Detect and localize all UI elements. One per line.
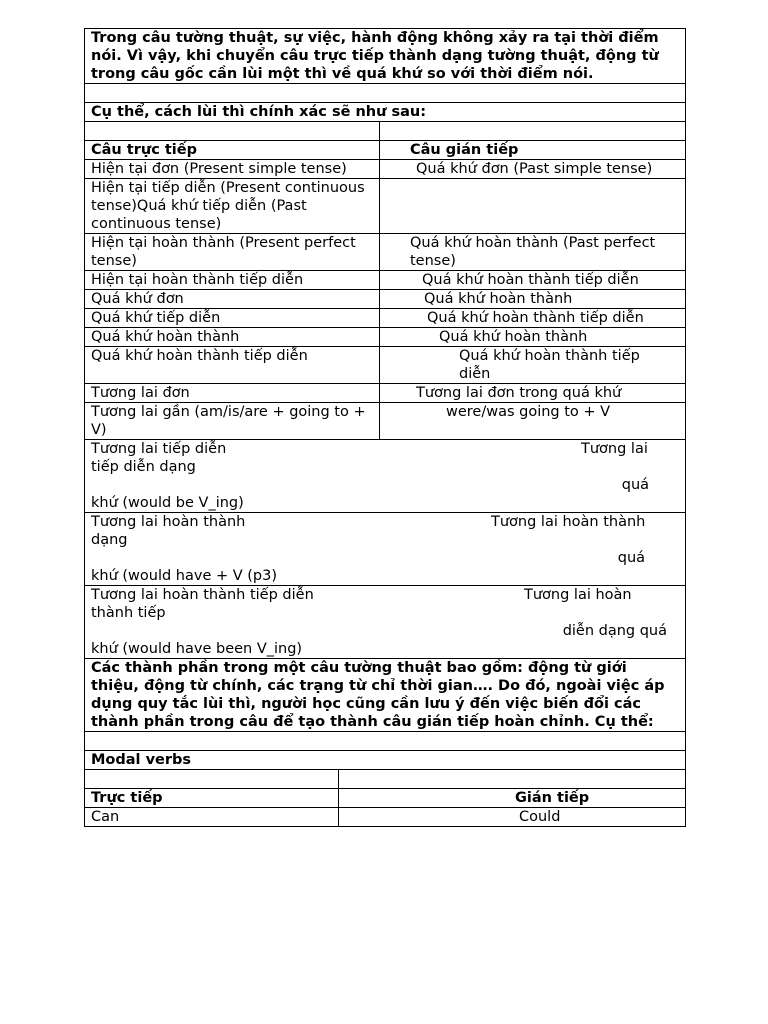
- direct-cell: Tương lai gần (am/is/are + going to + V): [85, 403, 380, 440]
- empty-cell: [85, 122, 380, 141]
- merged-row: [85, 586, 686, 659]
- modal-header-direct: Trực tiếp: [85, 789, 339, 808]
- merged-right: Tương lai hoàn thành: [491, 514, 646, 530]
- empty-cell: [339, 770, 686, 789]
- indirect-cell: Quá khứ hoàn thành: [380, 328, 686, 347]
- direct-cell: Quá khứ tiếp diễn: [85, 309, 380, 328]
- merged-line: tiếp diễn dạng: [91, 459, 196, 475]
- merged-left: Tương lai tiếp diễn: [91, 441, 227, 457]
- modal-header-indirect: Gián tiếp: [339, 789, 686, 808]
- indirect-cell: Quá khứ đơn (Past simple tense): [380, 160, 686, 179]
- merged-line: quá: [621, 477, 650, 493]
- document: [84, 28, 685, 827]
- modal-table: [84, 769, 686, 827]
- cu-the-heading: Cụ thể, cách lùi thì chính xác sẽ như sau:: [85, 103, 686, 122]
- empty-row: [85, 84, 686, 103]
- merged-line: thành tiếp: [91, 605, 166, 621]
- merged-right: Tương lai: [581, 441, 648, 457]
- empty-cell: [380, 122, 686, 141]
- merged-line: khứ (would have been V_ing): [91, 641, 303, 657]
- direct-cell: Hiện tại tiếp diễn (Present continuous tense)Quá khứ tiếp diễn (Past continuous tense): [85, 179, 380, 234]
- indirect-cell: Quá khứ hoàn thành: [380, 290, 686, 309]
- merged-row: [85, 513, 686, 586]
- merged-left: Tương lai hoàn thành tiếp diễn: [91, 587, 314, 603]
- indirect-cell: Quá khứ hoàn thành (Past perfect tense): [380, 234, 686, 271]
- merged-left: Tương lai hoàn thành: [91, 514, 246, 530]
- merged-line: quá: [617, 550, 646, 566]
- direct-cell: Quá khứ hoàn thành tiếp diễn: [85, 347, 380, 384]
- modal-indirect-cell: Could: [339, 808, 686, 827]
- direct-cell: Hiện tại hoàn thành (Present perfect tense): [85, 234, 380, 271]
- merged-line: khứ (would have + V (p3): [91, 568, 278, 584]
- indirect-cell: were/was going to + V: [380, 403, 686, 440]
- indirect-cell: [380, 179, 686, 234]
- direct-cell: Hiện tại đơn (Present simple tense): [85, 160, 380, 179]
- merged-row: [85, 440, 686, 513]
- direct-cell: Quá khứ hoàn thành: [85, 328, 380, 347]
- merged-right: Tương lai hoàn: [524, 587, 632, 603]
- indirect-cell: Quá khứ hoàn thành tiếp diễn: [380, 347, 686, 384]
- empty-row: [85, 732, 686, 751]
- merged-line: diễn dạng quá: [562, 623, 668, 639]
- indirect-cell: Tương lai đơn trong quá khứ: [380, 384, 686, 403]
- merged-line: dạng: [91, 532, 128, 548]
- header-direct: Câu trực tiếp: [85, 141, 380, 160]
- tense-table: [84, 28, 686, 770]
- intro-paragraph: Trong câu tường thuật, sự việc, hành động không xảy ra tại thời điểm nói. Vì vậy, khi chuyển câu trực tiếp thành dạng tường thuật, động từ trong câu gốc cần lùi một thì về quá khứ so với thời điểm nói.: [85, 29, 686, 84]
- indirect-cell: Quá khứ hoàn thành tiếp diễn: [380, 309, 686, 328]
- header-indirect: Câu gián tiếp: [380, 141, 686, 160]
- components-paragraph: Các thành phần trong một câu tường thuật bao gồm: động từ giới thiệu, động từ chính, các trạng từ chỉ thời gian…. Do đó, ngoài việc áp dụng quy tắc lùi thì, người học cũng cần lưu ý đến việc biến đổi các thành phần trong câu để tạo thành câu gián tiếp hoàn chỉnh. Cụ thể:: [85, 659, 686, 732]
- indirect-cell: Quá khứ hoàn thành tiếp diễn: [380, 271, 686, 290]
- modal-direct-cell: Can: [85, 808, 339, 827]
- empty-cell: [85, 770, 339, 789]
- modal-title: Modal verbs: [85, 751, 686, 770]
- direct-cell: Quá khứ đơn: [85, 290, 380, 309]
- direct-cell: Hiện tại hoàn thành tiếp diễn: [85, 271, 380, 290]
- direct-cell: Tương lai đơn: [85, 384, 380, 403]
- merged-line: khứ (would be V_ing): [91, 495, 244, 511]
